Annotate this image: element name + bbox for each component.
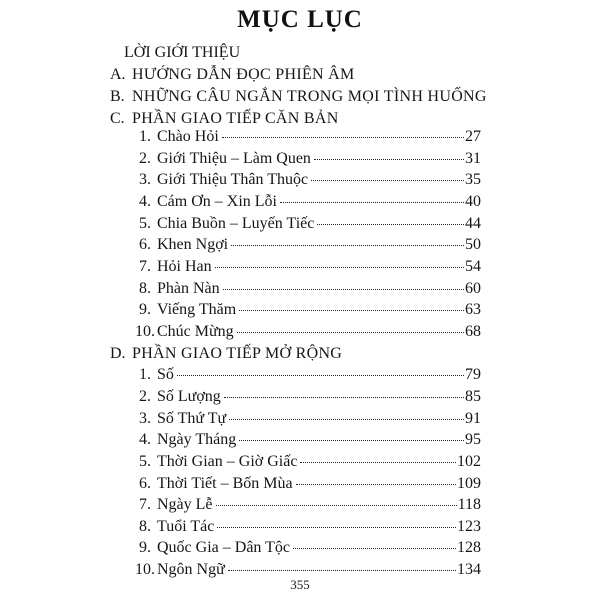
- entry-number: 5.: [139, 453, 151, 470]
- entry-number: 6.: [139, 475, 151, 492]
- section-letter: D.: [110, 345, 126, 362]
- entry-number: 4.: [139, 431, 151, 448]
- entry-page: 31: [465, 150, 481, 167]
- dot-leader: [311, 180, 464, 181]
- entry-page: 79: [465, 366, 481, 383]
- dot-leader: [231, 245, 464, 246]
- entry-label: Hỏi Han: [157, 258, 212, 275]
- dot-leader: [296, 484, 456, 485]
- entry-number: 3.: [139, 410, 151, 427]
- entry-number: 4.: [139, 193, 151, 210]
- entry-number: 1.: [139, 366, 151, 383]
- page-title: MỤC LỤC: [237, 6, 363, 33]
- entry-number: 10.: [135, 561, 155, 578]
- entry-label: Khen Ngợi: [157, 236, 229, 253]
- dot-leader: [317, 224, 464, 225]
- entry-number: 3.: [139, 171, 151, 188]
- entry-label: Số Thứ Tự: [157, 410, 227, 427]
- dot-leader: [293, 548, 456, 549]
- entry-page: 123: [457, 518, 481, 535]
- dot-leader: [216, 505, 457, 506]
- entry-label: Cám Ơn – Xin Lỗi: [157, 193, 277, 210]
- section-letter: B.: [110, 88, 125, 105]
- entry-number: 8.: [139, 518, 151, 535]
- entry-page: 35: [465, 171, 481, 188]
- toc-entry: [139, 213, 481, 235]
- toc-entry: [139, 126, 481, 148]
- entry-page: 54: [465, 258, 481, 275]
- dot-leader: [229, 419, 464, 420]
- entry-label: Số Lượng: [157, 388, 221, 405]
- toc-entry: [139, 473, 481, 495]
- entry-label: Ngày Lễ: [157, 496, 213, 513]
- dot-leader: [222, 137, 464, 138]
- entry-number: 10.: [135, 323, 155, 340]
- entry-number: 1.: [139, 128, 151, 145]
- entry-label: Thời Gian – Giờ Giấc: [157, 453, 298, 470]
- entry-page: 50: [465, 236, 481, 253]
- entry-page: 102: [457, 453, 481, 470]
- toc-entry: [139, 408, 481, 430]
- toc-entry: [139, 148, 481, 170]
- section-title: HƯỚNG DẪN ĐỌC PHIÊN ÂM: [132, 66, 355, 83]
- entry-label: Ngôn Ngữ: [157, 561, 225, 578]
- entry-number: 2.: [139, 150, 151, 167]
- entry-label: Giới Thiệu – Làm Quen: [157, 150, 311, 167]
- entry-page: 91: [465, 410, 481, 427]
- entry-label: Giới Thiệu Thân Thuộc: [157, 171, 309, 188]
- dot-leader: [228, 570, 456, 571]
- entry-label: Viếng Thăm: [157, 301, 237, 318]
- entry-label: Chúc Mừng: [157, 323, 234, 340]
- dot-leader: [239, 440, 464, 441]
- entry-number: 8.: [139, 280, 151, 297]
- page-number: 355: [290, 577, 310, 592]
- dot-leader: [215, 267, 464, 268]
- entry-number: 6.: [139, 236, 151, 253]
- toc-entry: [139, 169, 481, 191]
- toc-entry: [139, 537, 481, 559]
- dot-leader: [300, 462, 456, 463]
- intro-heading: LỜI GIỚI THIỆU: [124, 44, 241, 61]
- entry-label: Ngày Tháng: [157, 431, 237, 448]
- dot-leader: [223, 289, 464, 290]
- entry-page: 128: [457, 539, 481, 556]
- entry-number: 9.: [139, 301, 151, 318]
- toc-entry: [139, 191, 481, 213]
- toc-entry: [139, 256, 481, 278]
- entry-label: Quốc Gia – Dân Tộc: [157, 539, 290, 556]
- entry-number: 7.: [139, 496, 151, 513]
- entry-label: Thời Tiết – Bốn Mùa: [157, 475, 293, 492]
- entry-page: 63: [465, 301, 481, 318]
- entry-label: Số: [157, 366, 174, 383]
- entry-label: Tuổi Tác: [157, 518, 215, 535]
- entry-label: Phàn Nàn: [157, 280, 220, 297]
- entry-label: Chia Buồn – Luyến Tiếc: [157, 215, 315, 232]
- dot-leader: [177, 375, 464, 376]
- toc-entry: [139, 516, 481, 538]
- section-title: PHẦN GIAO TIẾP CĂN BẢN: [132, 110, 339, 127]
- dot-leader: [237, 332, 464, 333]
- toc-entry: [139, 364, 481, 386]
- toc-entry: [135, 321, 481, 343]
- toc-entry: [139, 278, 481, 300]
- entry-page: 85: [465, 388, 481, 405]
- section-letter: C.: [110, 110, 125, 127]
- entry-number: 7.: [139, 258, 151, 275]
- entry-label: Chào Hỏi: [157, 128, 219, 145]
- dot-leader: [224, 397, 464, 398]
- entry-page: 68: [465, 323, 481, 340]
- entry-page: 118: [457, 496, 481, 513]
- entry-page: 95: [465, 431, 481, 448]
- entry-page: 27: [465, 128, 481, 145]
- section-heading-d: [110, 343, 342, 365]
- section-title: PHẦN GIAO TIẾP MỞ RỘNG: [132, 345, 343, 362]
- toc-entry: [139, 234, 481, 256]
- entry-page: 44: [465, 215, 481, 232]
- entry-page: 60: [465, 280, 481, 297]
- toc-entry: [139, 386, 481, 408]
- section-title: NHỮNG CÂU NGẮN TRONG MỌI TÌNH HUỐNG: [132, 88, 487, 105]
- section-letter: A.: [110, 66, 126, 83]
- dot-leader: [314, 159, 464, 160]
- section-heading-b: [110, 86, 487, 108]
- entry-page: 109: [457, 475, 481, 492]
- entry-number: 5.: [139, 215, 151, 232]
- toc-entry: [139, 451, 481, 473]
- entry-page: 40: [465, 193, 481, 210]
- toc-entry: [139, 429, 481, 451]
- dot-leader: [239, 310, 464, 311]
- section-heading-a: [110, 64, 355, 86]
- toc-entry: [139, 494, 481, 516]
- entry-page: 134: [457, 561, 481, 578]
- toc-entry: [139, 299, 481, 321]
- entry-number: 2.: [139, 388, 151, 405]
- dot-leader: [217, 527, 456, 528]
- dot-leader: [280, 202, 464, 203]
- entry-number: 9.: [139, 539, 151, 556]
